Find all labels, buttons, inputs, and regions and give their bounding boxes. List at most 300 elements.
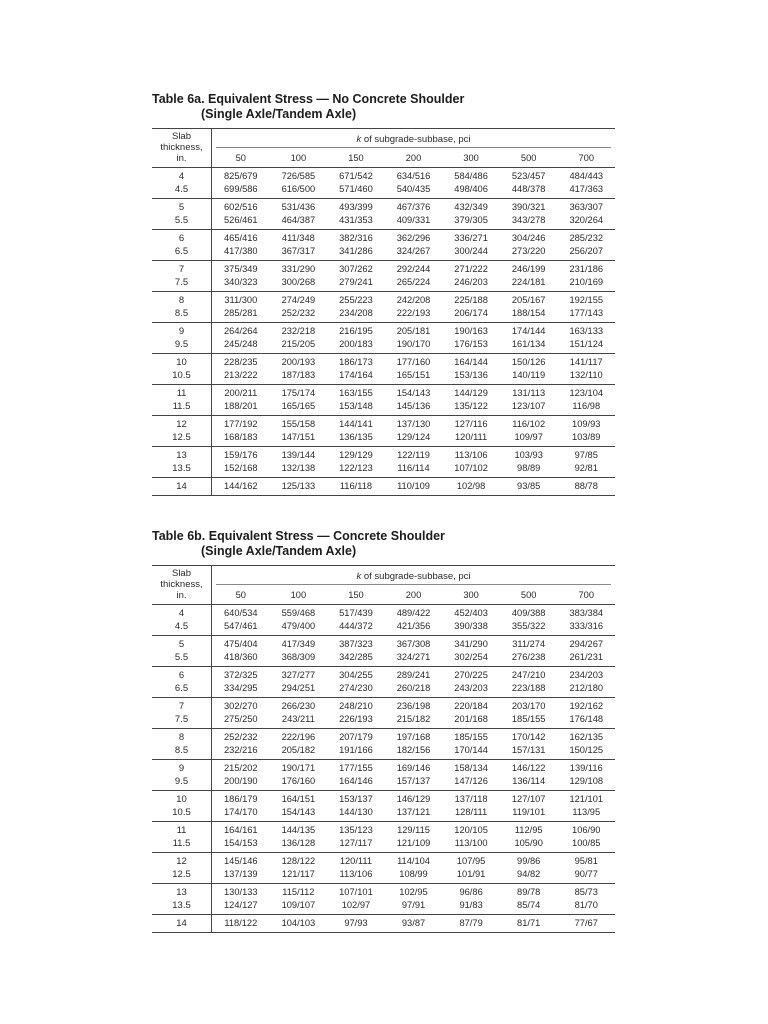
stress-value: 498/406 <box>454 184 488 194</box>
values-cell <box>212 168 615 198</box>
thickness-cell <box>152 323 212 353</box>
thickness-cell <box>152 447 212 477</box>
values-cell <box>212 760 615 790</box>
stress-value: 640/534 <box>223 608 258 618</box>
stress-value: 150/125 <box>569 745 604 755</box>
thickness-cell <box>152 760 212 790</box>
stress-value: 228/235 <box>223 357 258 367</box>
stress-value: 222/196 <box>281 732 316 742</box>
table-row <box>212 762 615 775</box>
stress-value: 206/174 <box>454 308 488 318</box>
stress-value: 261/231 <box>569 652 604 662</box>
stress-value: 132/110 <box>569 370 603 380</box>
stress-value: 192/155 <box>569 295 604 305</box>
stress-value: 165/165 <box>281 401 316 411</box>
stress-value: 252/232 <box>281 308 316 318</box>
stress-value: 226/193 <box>339 714 373 724</box>
stress-value: 245/248 <box>223 339 258 349</box>
thickness-cell <box>152 636 212 666</box>
k-value-header: 150 <box>348 152 364 163</box>
stress-value: 275/250 <box>223 714 258 724</box>
stress-value: 129/108 <box>569 776 604 786</box>
stress-value: 417/380 <box>223 246 258 256</box>
stress-value: 145/146 <box>223 856 258 866</box>
stress-value: 164/151 <box>281 794 316 804</box>
stress-value: 122/123 <box>339 463 373 473</box>
stress-value: 158/134 <box>454 763 488 773</box>
stress-value: 602/516 <box>223 202 258 212</box>
stress-value: 116/102 <box>512 419 546 429</box>
thickness-cell <box>152 416 212 446</box>
stress-value: 342/285 <box>339 652 373 662</box>
table-row <box>212 183 615 196</box>
stress-value: 367/317 <box>281 246 316 256</box>
table-row <box>212 387 615 400</box>
stress-value: 231/186 <box>569 264 604 274</box>
stress-value: 448/378 <box>511 184 546 194</box>
stress-value: 136/135 <box>339 432 373 442</box>
stress-value: 137/130 <box>396 419 431 429</box>
slab-thickness: 7.5 <box>174 277 189 288</box>
stress-value: 123/107 <box>511 401 546 411</box>
stress-value: 236/198 <box>396 701 431 711</box>
stress-value: 531/436 <box>281 202 316 212</box>
stress-value: 825/679 <box>223 171 258 181</box>
table-row <box>212 418 615 431</box>
k-value-header: 200 <box>405 589 422 600</box>
slab-thickness: 11.5 <box>172 401 191 412</box>
stress-value: 216/195 <box>339 326 373 336</box>
stress-value: 144/130 <box>339 807 373 817</box>
stress-value: 192/162 <box>569 701 604 711</box>
stress-value: 341/286 <box>339 246 373 256</box>
stress-value: 232/218 <box>281 326 316 336</box>
slab-thickness: 13 <box>176 450 187 461</box>
values-cell <box>212 323 615 353</box>
stress-value: 276/238 <box>511 652 546 662</box>
k-header <box>212 566 615 604</box>
table-row <box>212 462 615 475</box>
stress-value: 242/208 <box>396 295 431 305</box>
stress-value: 116/118 <box>339 481 373 491</box>
stress-value: 151/124 <box>569 339 604 349</box>
stress-value: 164/144 <box>454 357 488 367</box>
stress-value: 185/155 <box>511 714 546 724</box>
stress-value: 154/143 <box>281 807 316 817</box>
slab-thickness: 5.5 <box>174 652 189 663</box>
stress-value: 634/516 <box>396 171 431 181</box>
stress-value: 256/207 <box>569 246 604 256</box>
stress-value: 409/388 <box>511 608 546 618</box>
k-value-header: 100 <box>290 589 307 600</box>
stress-value: 292/244 <box>396 264 431 274</box>
stress-value: 271/222 <box>454 264 488 274</box>
stress-value: 205/181 <box>396 326 431 336</box>
slab-thickness: 12.5 <box>172 432 191 443</box>
values-cell <box>212 822 615 852</box>
table-row <box>212 806 615 819</box>
stress-value: 726/585 <box>281 171 316 181</box>
table-row <box>212 307 615 320</box>
stress-value: 141/117 <box>569 357 603 367</box>
slab-thickness: 8.5 <box>174 308 189 319</box>
stress-value: 383/384 <box>569 608 604 618</box>
stress-value: 131/113 <box>512 388 546 398</box>
stress-value: 121/101 <box>569 794 604 804</box>
stress-value: 311/300 <box>224 295 258 305</box>
stress-value: 168/183 <box>223 432 258 442</box>
stress-value: 165/151 <box>396 370 431 380</box>
table-row <box>212 713 615 726</box>
stress-value: 484/443 <box>569 171 604 181</box>
stress-value: 409/331 <box>396 215 431 225</box>
row-group <box>152 884 615 915</box>
stress-value: 97/91 <box>401 900 426 910</box>
thickness-cell <box>152 884 212 914</box>
k-header <box>212 129 615 167</box>
stress-value: 200/193 <box>281 357 316 367</box>
table-row <box>212 431 615 444</box>
stress-value: 170/142 <box>511 732 546 742</box>
slab-thickness: 12 <box>176 856 187 867</box>
stress-value: 547/461 <box>223 621 258 631</box>
thickness-cell <box>152 853 212 883</box>
stress-value: 153/137 <box>339 794 373 804</box>
table-row <box>212 651 615 664</box>
stress-value: 176/160 <box>281 776 316 786</box>
stress-value: 105/90 <box>514 838 543 848</box>
stress-value: 671/542 <box>339 171 373 181</box>
thickness-header-line: Slab <box>171 568 191 579</box>
stress-value: 102/97 <box>341 900 371 910</box>
stress-value: 201/168 <box>454 714 488 724</box>
stress-value: 147/151 <box>281 432 316 442</box>
stress-value: 136/114 <box>512 776 546 786</box>
stress-value: 107/101 <box>339 887 373 897</box>
stress-value: 479/400 <box>281 621 316 631</box>
stress-value: 559/468 <box>281 608 316 618</box>
thickness-cell <box>152 605 212 635</box>
thickness-header-line: in. <box>176 590 187 601</box>
stress-value: 144/141 <box>339 419 373 429</box>
stress-value: 177/155 <box>339 763 373 773</box>
stress-value: 129/129 <box>339 450 373 460</box>
stress-value: 95/81 <box>574 856 598 866</box>
values-cell <box>212 667 615 697</box>
stress-value: 135/122 <box>454 401 488 411</box>
stress-value: 85/74 <box>517 900 541 910</box>
stress-value: 243/211 <box>281 714 315 724</box>
stress-value: 467/376 <box>396 202 431 212</box>
values-cell <box>212 729 615 759</box>
slab-thickness: 5 <box>178 639 185 650</box>
stress-value: 475/404 <box>223 639 258 649</box>
table-row <box>212 201 615 214</box>
stress-value: 190/171 <box>281 763 316 773</box>
table-row <box>212 620 615 633</box>
stress-value: 294/267 <box>569 639 604 649</box>
stress-value: 154/143 <box>396 388 431 398</box>
k-label-symbol: k <box>356 571 362 582</box>
stress-value: 411/348 <box>281 233 315 243</box>
thickness-cell <box>152 915 212 932</box>
k-value-header: 300 <box>463 152 479 163</box>
stress-value: 331/290 <box>281 264 316 274</box>
row-group <box>152 230 615 261</box>
stress-value: 327/277 <box>281 670 316 680</box>
stress-value: 363/307 <box>569 202 604 212</box>
stress-value: 174/144 <box>511 326 546 336</box>
stress-value: 465/416 <box>223 233 258 243</box>
table-row <box>212 356 615 369</box>
thickness-header-line: thickness, <box>160 579 203 590</box>
stress-value: 125/133 <box>281 481 316 491</box>
stress-value: 699/586 <box>223 184 258 194</box>
k-value-header: 700 <box>578 589 595 600</box>
table-title <box>152 92 615 122</box>
stress-value: 247/210 <box>511 670 546 680</box>
stress-value: 102/98 <box>456 481 486 491</box>
stress-value: 270/225 <box>454 670 488 680</box>
stress-value: 128/122 <box>281 856 316 866</box>
stress-value: 176/148 <box>569 714 604 724</box>
values-cell <box>212 478 615 495</box>
k-value-header: 100 <box>290 152 307 163</box>
stress-value: 144/135 <box>281 825 316 835</box>
stress-value: 144/129 <box>454 388 488 398</box>
stress-value: 127/117 <box>339 838 373 848</box>
stress-value: 164/146 <box>339 776 373 786</box>
stress-value: 489/422 <box>396 608 431 618</box>
thickness-header-line: in. <box>176 153 187 164</box>
stress-value: 169/146 <box>396 763 431 773</box>
stress-value: 203/170 <box>511 701 546 711</box>
stress-value: 294/251 <box>281 683 316 693</box>
stress-value: 452/403 <box>454 608 488 618</box>
stress-value: 77/67 <box>574 918 598 928</box>
stress-value: 324/271 <box>396 652 431 662</box>
row-group <box>152 199 615 230</box>
table-6a <box>152 92 615 496</box>
stress-value: 113/106 <box>454 450 488 460</box>
k-value-header: 150 <box>348 589 364 600</box>
stress-value: 190/170 <box>396 339 431 349</box>
stress-value: 132/138 <box>281 463 316 473</box>
stress-value: 113/95 <box>572 807 601 817</box>
values-cell <box>212 385 615 415</box>
values-cell <box>212 605 615 635</box>
stress-value: 300/268 <box>281 277 316 287</box>
table-row <box>212 886 615 899</box>
stress-value: 493/399 <box>339 202 373 212</box>
stress-value: 92/81 <box>574 463 598 473</box>
stress-value: 324/267 <box>396 246 431 256</box>
stress-value: 191/166 <box>339 745 373 755</box>
stress-value: 144/162 <box>223 481 258 491</box>
stress-value: 112/95 <box>514 825 543 835</box>
stress-value: 157/137 <box>396 776 431 786</box>
stress-value: 186/173 <box>339 357 373 367</box>
stress-value: 279/241 <box>339 277 373 287</box>
stress-value: 225/188 <box>454 295 488 305</box>
stress-value: 164/161 <box>223 825 258 835</box>
table-row <box>212 824 615 837</box>
table-row <box>212 480 615 493</box>
stress-value: 234/203 <box>569 670 604 680</box>
slab-thickness: 6.5 <box>174 246 189 257</box>
stress-value: 157/131 <box>511 745 546 755</box>
stress-value: 390/321 <box>511 202 546 212</box>
stress-value: 81/70 <box>574 900 598 910</box>
values-cell <box>212 791 615 821</box>
stress-value: 205/182 <box>281 745 316 755</box>
stress-value: 99/86 <box>517 856 541 866</box>
thickness-cell <box>152 698 212 728</box>
stress-value: 584/486 <box>454 171 488 181</box>
table-6b <box>152 529 615 933</box>
stress-value: 431/353 <box>339 215 373 225</box>
table-row <box>212 325 615 338</box>
table-row <box>212 899 615 912</box>
values-cell <box>212 292 615 322</box>
k-label-text: of subgrade-subbase, pci <box>361 571 471 582</box>
stress-value: 266/230 <box>281 701 316 711</box>
thickness-cell <box>152 385 212 415</box>
stress-value: 121/109 <box>396 838 431 848</box>
row-group <box>152 447 615 478</box>
k-value-header: 50 <box>235 152 246 163</box>
slab-thickness: 9.5 <box>174 776 189 787</box>
table-row <box>212 775 615 788</box>
thickness-cell <box>152 292 212 322</box>
stress-value: 185/155 <box>454 732 488 742</box>
stress-value: 444/372 <box>339 621 373 631</box>
stress-value: 139/144 <box>281 450 316 460</box>
table-row <box>212 837 615 850</box>
stress-value: 252/232 <box>223 732 258 742</box>
stress-value: 215/202 <box>223 763 258 773</box>
slab-thickness: 7 <box>178 264 185 275</box>
stress-value: 285/232 <box>569 233 604 243</box>
k-label-text: of subgrade-subbase, pci <box>361 134 471 145</box>
stress-value: 128/111 <box>454 807 488 817</box>
values-cell <box>212 416 615 446</box>
stress-value: 304/255 <box>339 670 373 680</box>
stress-value: 177/192 <box>223 419 258 429</box>
thickness-header <box>152 129 212 167</box>
stress-value: 215/205 <box>281 339 316 349</box>
row-group <box>152 915 615 933</box>
k-label-symbol: k <box>356 134 362 145</box>
stress-value: 223/188 <box>511 683 546 693</box>
stress-value: 334/295 <box>223 683 258 693</box>
stress-value: 162/135 <box>569 732 604 742</box>
stress-value: 222/193 <box>396 308 431 318</box>
slab-thickness: 5 <box>178 202 185 213</box>
stress-value: 93/85 <box>517 481 541 491</box>
stress-value: 368/309 <box>281 652 316 662</box>
stress-value: 274/230 <box>339 683 373 693</box>
stress-value: 127/107 <box>511 794 546 804</box>
stress-value: 110/109 <box>397 481 430 491</box>
slab-thickness: 14 <box>176 481 187 492</box>
stress-value: 417/363 <box>569 184 604 194</box>
k-value-header: 700 <box>578 152 595 163</box>
stress-value: 336/271 <box>454 233 488 243</box>
thickness-header-line: Slab <box>171 131 191 142</box>
stress-value: 101/91 <box>456 869 486 879</box>
table-row <box>212 369 615 382</box>
stress-value: 153/136 <box>454 370 488 380</box>
stress-value: 120/105 <box>454 825 488 835</box>
stress-value: 387/323 <box>339 639 373 649</box>
stress-value: 174/164 <box>339 370 373 380</box>
table-row <box>212 607 615 620</box>
stress-value: 341/290 <box>454 639 488 649</box>
stress-value: 418/360 <box>223 652 258 662</box>
stress-value: 119/101 <box>512 807 546 817</box>
row-group <box>152 292 615 323</box>
slab-thickness: 11 <box>176 825 187 836</box>
k-value-header: 500 <box>520 589 537 600</box>
stress-value: 375/349 <box>223 264 258 274</box>
k-value-header: 500 <box>520 152 537 163</box>
slab-thickness: 13.5 <box>172 463 191 474</box>
stress-value: 100/85 <box>572 838 601 848</box>
stress-value: 232/216 <box>223 745 258 755</box>
row-group <box>152 729 615 760</box>
stress-value: 333/316 <box>569 621 604 631</box>
row-group <box>152 667 615 698</box>
stress-value: 98/89 <box>517 463 541 473</box>
slab-thickness: 10 <box>176 357 187 368</box>
table-row <box>212 731 615 744</box>
stress-value: 147/126 <box>454 776 488 786</box>
slab-thickness: 14 <box>176 918 187 929</box>
stress-value: 109/93 <box>572 419 601 429</box>
stress-value: 136/128 <box>281 838 316 848</box>
thickness-cell <box>152 478 212 495</box>
stress-value: 130/133 <box>223 887 258 897</box>
stress-value: 87/79 <box>459 918 483 928</box>
thickness-cell <box>152 791 212 821</box>
stress-value: 161/134 <box>511 339 546 349</box>
stress-value: 571/460 <box>339 184 373 194</box>
table-row <box>212 245 615 258</box>
thickness-cell <box>152 729 212 759</box>
stress-value: 616/500 <box>281 184 316 194</box>
stress-value: 152/168 <box>223 463 258 473</box>
values-cell <box>212 853 615 883</box>
row-group <box>152 698 615 729</box>
stress-value: 170/144 <box>454 745 488 755</box>
stress-value: 177/143 <box>569 308 604 318</box>
stress-value: 200/190 <box>223 776 258 786</box>
slab-thickness: 13 <box>176 887 187 898</box>
values-cell <box>212 261 615 291</box>
stress-value: 94/82 <box>517 869 541 879</box>
stress-value: 81/71 <box>517 918 541 928</box>
stress-value: 154/153 <box>223 838 258 848</box>
row-group <box>152 478 615 496</box>
stress-value: 90/77 <box>574 869 598 879</box>
row-group <box>152 354 615 385</box>
slab-thickness: 9 <box>178 763 185 774</box>
stress-value: 273/220 <box>511 246 546 256</box>
stress-value: 307/262 <box>339 264 373 274</box>
stress-value: 96/86 <box>459 887 483 897</box>
row-group <box>152 385 615 416</box>
